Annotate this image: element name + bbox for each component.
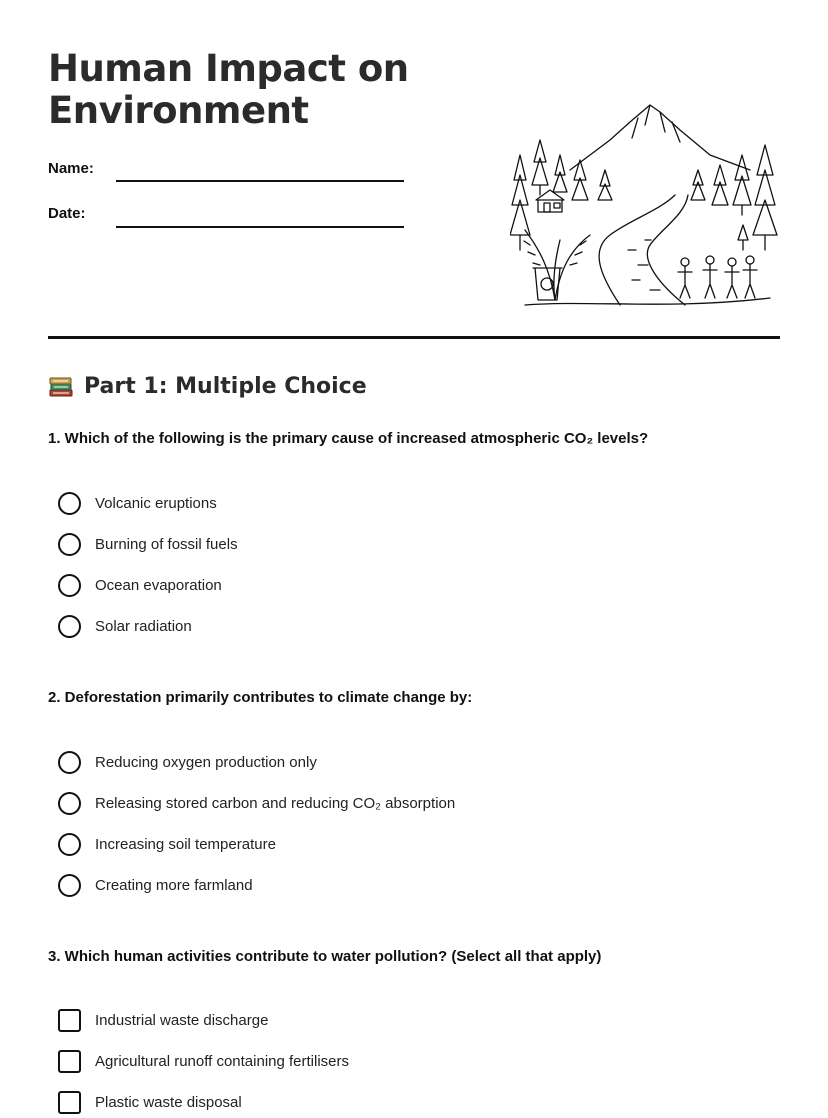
worksheet-title: Human Impact on Environment [48,47,409,132]
radio-button[interactable] [58,792,81,815]
option-label: Burning of fossil fuels [95,535,238,553]
option-label: Solar radiation [95,617,192,635]
part1-title: Part 1: Multiple Choice [84,374,367,399]
books-icon [48,375,74,399]
radio-button[interactable] [58,833,81,856]
q2-option-4[interactable] [58,872,253,898]
radio-button[interactable] [58,615,81,638]
name-field[interactable] [116,180,404,182]
q1-option-4[interactable] [58,613,192,639]
option-label: Ocean evaporation [95,576,222,594]
option-label: Industrial waste discharge [95,1011,269,1029]
option-label: Plastic waste disposal [95,1093,242,1111]
option-label: Creating more farmland [95,876,253,894]
radio-button[interactable] [58,492,81,515]
landscape-illustration [510,100,780,310]
header-divider [48,336,780,339]
checkbox[interactable] [58,1009,81,1032]
q3-option-2[interactable] [58,1048,349,1074]
radio-button[interactable] [58,751,81,774]
option-label: Reducing oxygen production only [95,753,317,771]
q2-option-2[interactable] [58,790,455,816]
date-label: Date: [48,205,86,222]
question-3: 3. Which human activities contribute to water pollution? (Select all that apply) [48,948,602,965]
question-1: 1. Which of the following is the primary cause of increased atmospheric CO₂ levels? [48,430,649,447]
checkbox[interactable] [58,1050,81,1073]
name-label: Name: [48,160,94,177]
q2-option-3[interactable] [58,831,276,857]
radio-button[interactable] [58,574,81,597]
radio-button[interactable] [58,874,81,897]
date-field[interactable] [116,226,404,228]
q3-option-1[interactable] [58,1007,268,1033]
question-2: 2. Deforestation primarily contributes to climate change by: [48,689,473,706]
option-label: Agricultural runoff containing fertilisers [95,1052,350,1070]
checkbox[interactable] [58,1091,81,1114]
radio-button[interactable] [58,533,81,556]
option-label: Volcanic eruptions [95,494,217,512]
q1-option-2[interactable] [58,531,238,557]
option-label: Releasing stored carbon and reducing CO₂ absorption [95,794,456,812]
q1-option-3[interactable] [58,572,222,598]
option-label: Increasing soil temperature [95,835,276,853]
q3-option-3[interactable] [58,1089,242,1115]
part1-heading [48,374,367,399]
q1-option-1[interactable] [58,490,217,516]
q2-option-1[interactable] [58,749,317,775]
